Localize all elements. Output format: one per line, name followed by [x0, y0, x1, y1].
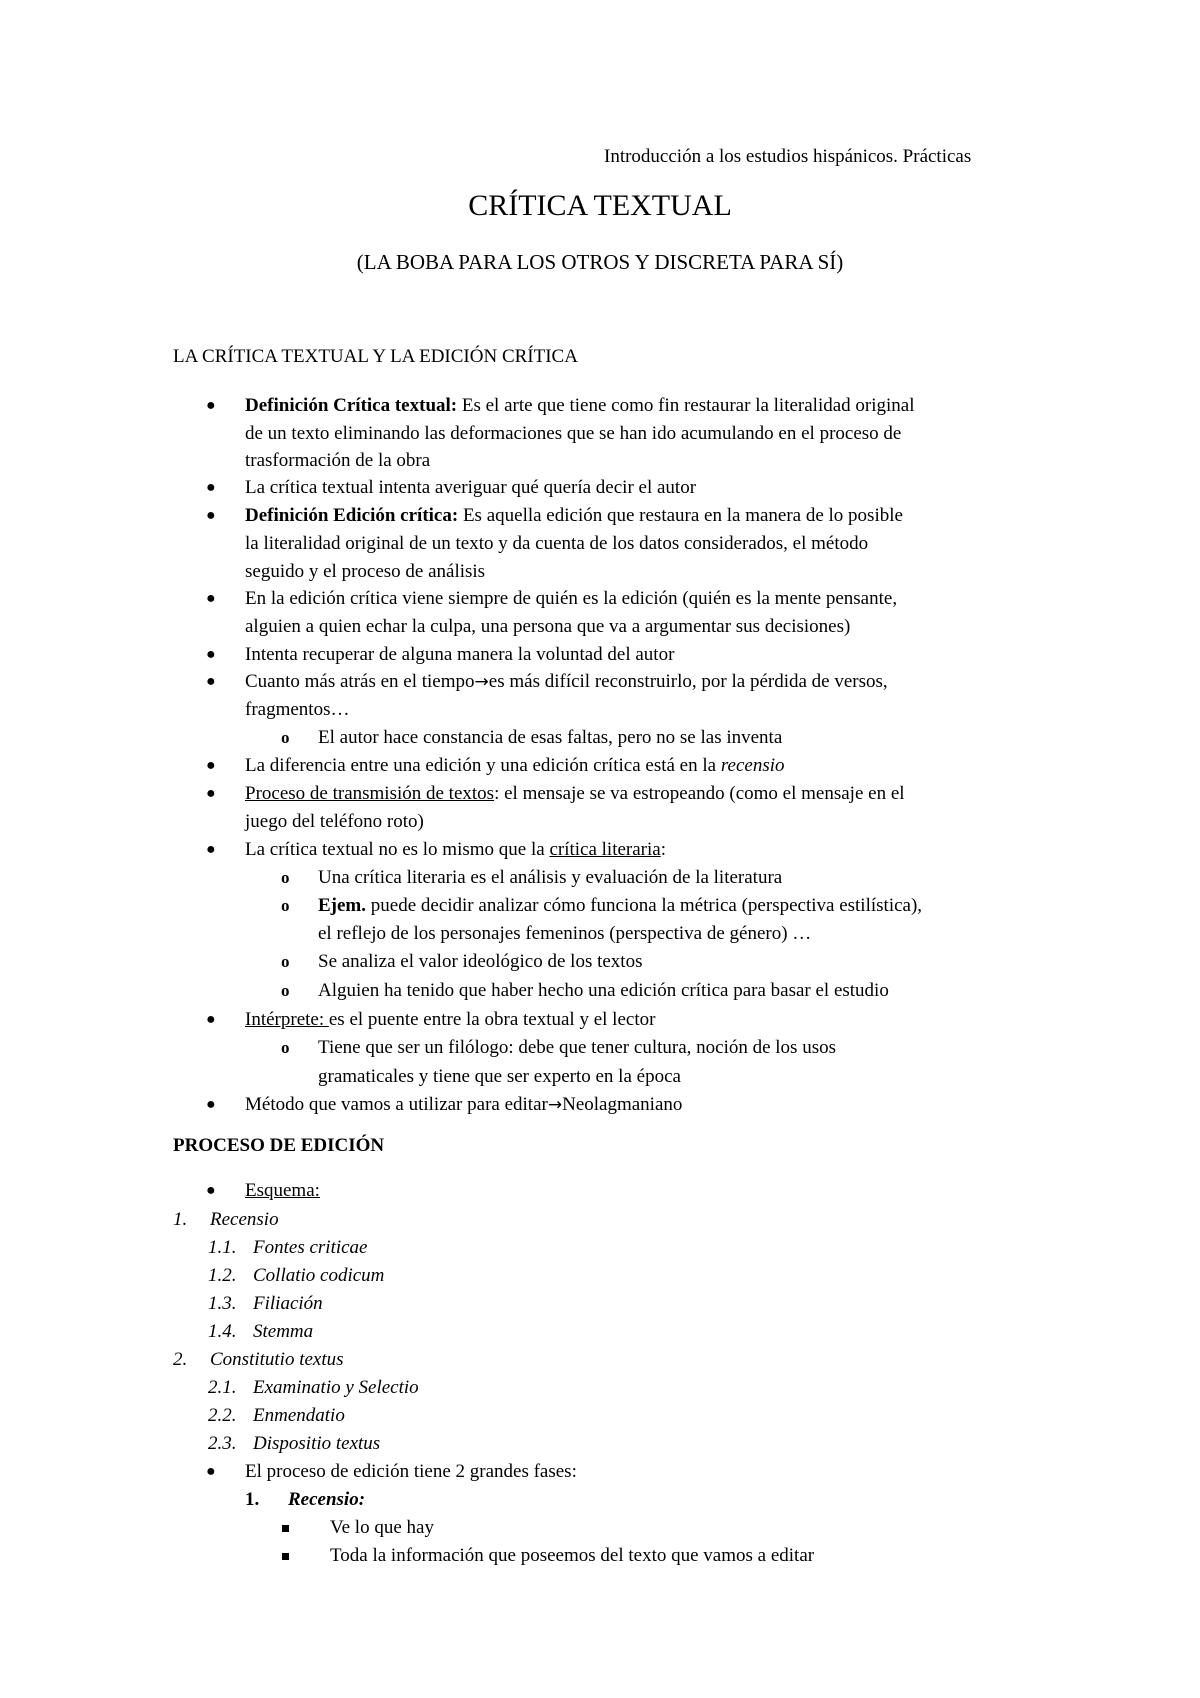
bullet-icon: ● — [206, 841, 216, 858]
circle-bullet-icon: o — [281, 868, 290, 887]
list-item-cont: alguien a quien echar la culpa, una persona que va a argumentar sus decisiones) — [245, 616, 851, 637]
arrow-right-icon: → — [474, 672, 489, 692]
square-bullet-icon — [282, 1513, 289, 1541]
outline-number: 1. — [173, 1209, 188, 1230]
list-item: En la edición crítica viene siempre de quién es la edición (quién es la mente pensante, — [245, 588, 898, 609]
section-heading-proceso: PROCESO DE EDICIÓN — [173, 1135, 385, 1156]
outline-item: Constitutio textus — [210, 1349, 344, 1370]
list-item: Proceso de transmisión de textos: el mensaje se va estropeando (como el mensaje en el — [245, 783, 905, 804]
outline-number: 2.1. — [208, 1377, 237, 1398]
list-item: La diferencia entre una edición y una edición crítica está en la recensio — [245, 755, 785, 776]
list-item-cont: de un texto eliminando las deformaciones que se han ido acumulando en el proceso de — [245, 423, 902, 444]
outline-number: 2. — [173, 1349, 188, 1370]
outline-number: 2.3. — [208, 1433, 237, 1454]
sub-list-item: El autor hace constancia de esas faltas, pero no se las inventa — [318, 727, 783, 748]
list-item: La crítica textual intenta averiguar qué quería decir el autor — [245, 477, 697, 498]
outline-item: Dispositio textus — [253, 1433, 381, 1454]
outline-item: Stemma — [253, 1321, 314, 1342]
square-bullet-icon — [282, 1541, 289, 1569]
list-item: Método que vamos a utilizar para editar→Neolagmaniano — [245, 1094, 683, 1115]
sub-list-item: Ejem. puede decidir analizar cómo funciona la métrica (perspectiva estilística), — [318, 895, 923, 916]
esquema-label: Esquema: — [245, 1180, 320, 1201]
bullet-icon: ● — [206, 785, 216, 802]
definition-label: Definición Crítica textual: — [245, 395, 458, 416]
list-item: Intérprete: es el puente entre la obra textual y el lector — [245, 1009, 656, 1030]
circle-bullet-icon: o — [281, 952, 290, 971]
outline-number: 1.2. — [208, 1265, 237, 1286]
list-item: Definición Edición crítica: Es aquella edición que restaura en la manera de lo posible — [245, 505, 903, 526]
bullet-icon: ● — [206, 1182, 216, 1199]
list-item: Intenta recuperar de alguna manera la voluntad del autor — [245, 644, 675, 665]
sub-list-item-cont: el reflejo de los personajes femeninos (perspectiva de género) … — [318, 923, 812, 944]
bullet-icon: ● — [206, 673, 216, 690]
outline-item: Fontes criticae — [253, 1237, 368, 1258]
bullet-icon: ● — [206, 507, 216, 524]
document-subtitle: (LA BOBA PARA LOS OTROS Y DISCRETA PARA SÍ) — [356, 250, 844, 274]
sub-list-item: Toda la información que poseemos del texto que vamos a editar — [330, 1545, 815, 1566]
arrow-right-icon: → — [547, 1095, 563, 1115]
list-item: La crítica textual no es lo mismo que la crítica literaria: — [245, 839, 667, 860]
bullet-icon: ● — [206, 1096, 216, 1113]
circle-bullet-icon: o — [281, 728, 290, 747]
sub-list-item: Tiene que ser un filólogo: debe que tener cultura, noción de los usos — [318, 1037, 836, 1058]
section-heading-critica: LA CRÍTICA TEXTUAL Y LA EDICIÓN CRÍTICA — [173, 346, 578, 367]
bullet-icon: ● — [206, 590, 216, 607]
outline-number: 1.4. — [208, 1321, 237, 1342]
outline-number: 1.1. — [208, 1237, 237, 1258]
list-item: Definición Crítica textual: Es el arte que tiene como fin restaurar la literalidad original — [245, 395, 915, 416]
outline-number: 1.3. — [208, 1293, 237, 1314]
list-item-cont: la literalidad original de un texto y da cuenta de los datos considerados, el método — [245, 533, 869, 554]
circle-bullet-icon: o — [281, 896, 290, 915]
document-title: CRÍTICA TEXTUAL — [468, 189, 732, 222]
outline-item: Examinatio y Selectio — [253, 1377, 419, 1398]
bullet-icon: ● — [206, 479, 216, 496]
circle-bullet-icon: o — [281, 1038, 290, 1057]
list-item: Cuanto más atrás en el tiempo→es más difícil reconstruirlo, por la pérdida de versos, — [245, 671, 888, 692]
bullet-icon: ● — [206, 1011, 216, 1028]
bullet-icon: ● — [206, 397, 216, 414]
phase-number: 1. — [245, 1489, 260, 1510]
definition-label: Definición Edición crítica: — [245, 505, 459, 526]
outline-number: 2.2. — [208, 1405, 237, 1426]
outline-item: Filiación — [253, 1293, 323, 1314]
list-item-cont: juego del teléfono roto) — [245, 811, 424, 832]
sub-list-item: Alguien ha tenido que haber hecho una edición crítica para basar el estudio — [318, 980, 889, 1001]
list-item-cont: trasformación de la obra — [245, 450, 431, 471]
sub-list-item-cont: gramaticales y tiene que ser experto en la época — [318, 1066, 681, 1087]
bullet-icon: ● — [206, 646, 216, 663]
phase-title: Recensio: — [288, 1489, 366, 1510]
outline-item: Enmendatio — [253, 1405, 345, 1426]
outline-item: Collatio codicum — [253, 1265, 385, 1286]
bullet-icon: ● — [206, 757, 216, 774]
bullet-icon: ● — [206, 1463, 216, 1480]
list-item-cont: seguido y el proceso de análisis — [245, 561, 486, 582]
course-header: Introducción a los estudios hispánicos. Prácticas — [604, 146, 972, 167]
sub-list-item: Una crítica literaria es el análisis y evaluación de la literatura — [318, 867, 783, 888]
list-item: El proceso de edición tiene 2 grandes fases: — [245, 1461, 577, 1482]
list-item-cont: fragmentos… — [245, 699, 350, 720]
sub-list-item: Se analiza el valor ideológico de los textos — [318, 951, 643, 972]
circle-bullet-icon: o — [281, 981, 290, 1000]
outline-item: Recensio — [210, 1209, 279, 1230]
sub-list-item: Ve lo que hay — [330, 1517, 434, 1538]
